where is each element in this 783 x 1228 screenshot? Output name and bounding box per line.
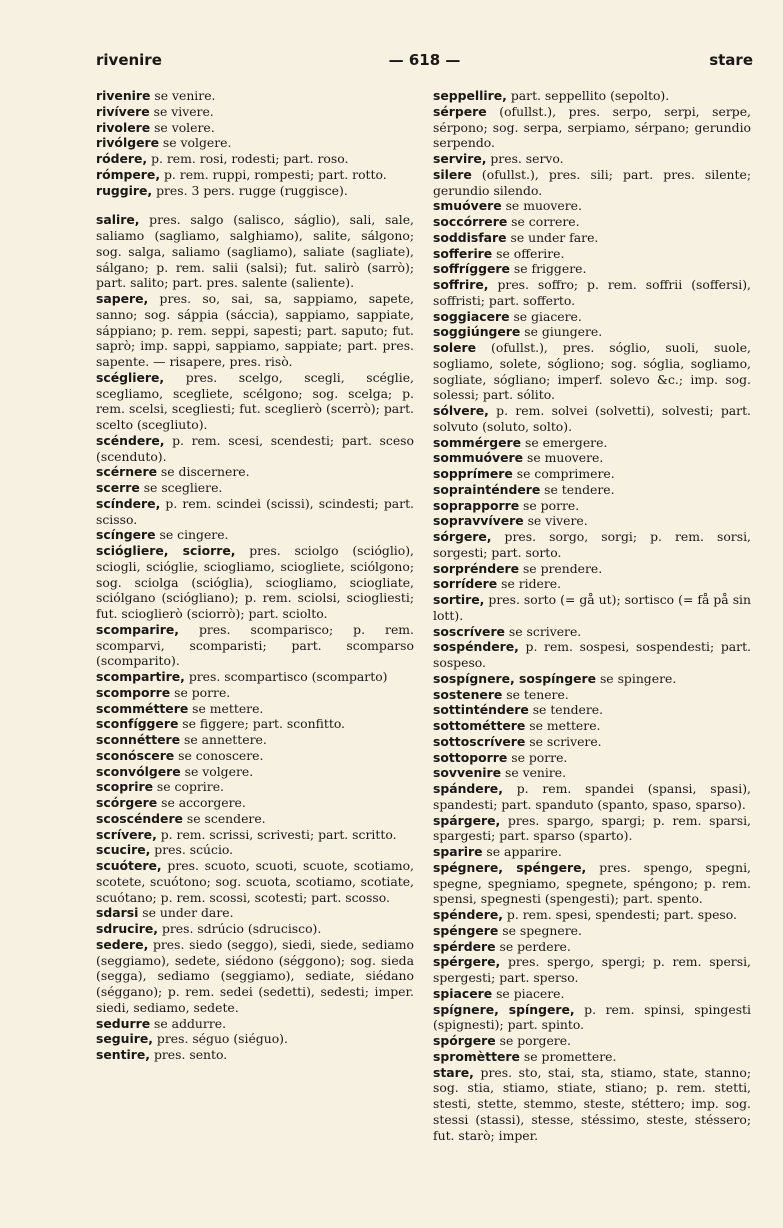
entry-definition: se scrivere. [525, 733, 602, 749]
entry-definition: p. rem. scesi, scendesti; part. sceso (scenduto). [96, 432, 414, 464]
dictionary-entry [96, 496, 414, 528]
entry-headword: salire, [96, 212, 140, 228]
entry-definition: pres. spengo, spegni, spegne, spegniamo, spegnete, spéngono; p. rem. spensi, spegnesti (spengesti); part. spento. [433, 859, 751, 907]
dictionary-entry [96, 937, 414, 1016]
dictionary-entry [433, 844, 751, 860]
entry-definition: se promettere. [519, 1048, 617, 1064]
dictionary-entry [433, 671, 751, 687]
dictionary-entry [96, 858, 414, 905]
dictionary-entry [433, 923, 751, 939]
entry-headword: sovvenire [433, 765, 502, 781]
entry-definition: (ofullst.), pres. sili; part. pres. silente; gerundio silendo. [433, 166, 751, 198]
entry-headword: sommuóvere [433, 450, 524, 466]
entry-definition: se muovere. [501, 198, 582, 214]
entry-definition: pres. spergo, spergi; p. rem. spersi, spergesti; part. sperso. [433, 954, 751, 985]
dictionary-entry [433, 450, 751, 466]
dictionary-entry [433, 482, 751, 498]
header-right-guideword: stare [709, 51, 753, 69]
entry-definition: se under dare. [138, 905, 234, 921]
entry-headword: stare, [433, 1064, 474, 1080]
entry-headword: scíndere, [96, 495, 161, 511]
entry-definition: se correre. [507, 214, 580, 229]
dictionary-entry [433, 104, 751, 151]
entry-definition: se figgere; part. sconfitto. [178, 716, 345, 732]
entry-headword: sentire, [96, 1047, 150, 1062]
entry-headword: spárgere, [433, 812, 501, 828]
dictionary-entry [433, 939, 751, 955]
entry-headword: scuótere, [96, 858, 162, 873]
dictionary-entry [96, 183, 414, 199]
entry-headword: rivolere [96, 119, 151, 135]
entry-definition: se volgere. [180, 763, 254, 779]
dictionary-entry [433, 403, 751, 435]
dictionary-entry [433, 198, 751, 214]
dictionary-entry [433, 230, 751, 246]
dictionary-entry [433, 954, 751, 986]
entry-headword: scomparire, [96, 621, 179, 637]
dictionary-entry [433, 639, 751, 671]
entry-headword: sopprímere [433, 466, 513, 481]
entry-definition: se under fare. [506, 229, 599, 245]
dictionary-entry [96, 811, 414, 827]
left-column [96, 88, 414, 1063]
entry-headword: spéngere [433, 922, 499, 938]
entry-definition: se porgere. [495, 1033, 571, 1048]
entry-headword: soprapporre [433, 497, 520, 513]
page-number: — 618 — [388, 51, 461, 69]
dictionary-entry [96, 167, 414, 183]
dictionary-entry [96, 212, 414, 291]
entry-headword: scérnere [96, 464, 157, 480]
entry-headword: solere [433, 340, 477, 355]
entry-headword: scerre [96, 480, 140, 495]
entry-headword: sottinténdere [433, 702, 529, 718]
entry-headword: spígnere, spíngere, [433, 1001, 575, 1017]
dictionary-entry [433, 718, 751, 734]
entry-definition: se porre. [519, 497, 580, 513]
right-column [433, 88, 751, 1143]
entry-headword: sparire [433, 844, 483, 859]
dictionary-entry [433, 214, 751, 230]
dictionary-entry [96, 1031, 414, 1047]
entry-headword: sortire, [433, 592, 485, 607]
entry-headword: rivenire [96, 88, 151, 103]
entry-definition: se perdere. [495, 938, 571, 954]
dictionary-entry [433, 167, 751, 199]
entry-definition: (ofullst.), pres. serpo, serpi, serpe, sérpono; sog. serpa, serpiamo, sérpano; gerundio serpendo. [433, 103, 751, 151]
entry-headword: spégnere, spéngere, [433, 859, 587, 875]
entry-definition: p. rem. sospesi, sospendesti; part. sospeso. [433, 639, 751, 670]
entry-definition: pres. 3 pers. rugge (ruggisce). [152, 182, 348, 198]
dictionary-entry [96, 370, 414, 433]
dictionary-entry [433, 88, 751, 104]
dictionary-entry [433, 529, 751, 561]
dictionary-entry [96, 464, 414, 480]
dictionary-entry [433, 702, 751, 718]
entry-headword: scrívere, [96, 826, 157, 842]
entry-headword: sciógliere, sciorre, [96, 543, 236, 558]
entry-definition: p. rem. spandei (spansi, spasi), spandesti; part. spanduto (spanto, spaso, sparso). [433, 781, 751, 812]
dictionary-entry [433, 466, 751, 482]
entry-headword: soscrívere [433, 623, 505, 639]
entry-definition: se coprire. [152, 779, 224, 795]
entry-definition: p. rem. scindei (scissi), scindesti; part. scisso. [96, 495, 414, 527]
entry-definition: pres. scúcio. [150, 842, 234, 858]
entry-definition: pres. scompartisco (scomparto) [184, 669, 388, 684]
entry-definition: p. rem. scrissi, scrivesti; part. scritto. [156, 826, 397, 842]
entry-headword: soggiúngere [433, 324, 521, 340]
entry-definition: pres. sciolgo (scióglio), sciogli, scióglie, sciogliamo, sciogliete, sciólgono; sog. sciolga (scióglia), sciogliamo, sciogliate, sciólgano (sciógliano); p. rem. sciolsi, sciogliesti; fut. scioglierò (sciorrò); part. sciolto. [96, 543, 414, 621]
entry-headword: soggiacere [433, 308, 510, 324]
entry-headword: sommérgere [433, 434, 522, 450]
dictionary-entry [433, 1049, 751, 1065]
entry-definition: se vivere. [523, 513, 588, 529]
dictionary-entry [433, 765, 751, 781]
entry-definition: se vivere. [149, 103, 214, 119]
entry-definition: p. rem. rosi, rodesti; part. roso. [147, 151, 349, 166]
entry-definition: se friggere. [509, 261, 587, 277]
dictionary-entry [433, 781, 751, 813]
dictionary-entry [433, 498, 751, 514]
entry-headword: spéndere, [433, 907, 503, 922]
entry-definition: se prendere. [519, 560, 603, 576]
dictionary-entry [433, 813, 751, 845]
entry-headword: scíngere [96, 527, 156, 543]
entry-headword: scoscéndere [96, 810, 183, 826]
entry-headword: ródere, [96, 151, 148, 166]
entry-definition: se scendere. [182, 810, 266, 826]
entry-definition: se comprimere. [512, 466, 615, 481]
entry-headword: soffríggere [433, 261, 510, 277]
entry-headword: scomméttere [96, 700, 189, 716]
entry-definition: pres. scelgo, scegli, scéglie, scegliamo, scegliete, scélgono; sog. scelga; p. rem. scelsi, scegliesti; fut. sceglierò (scerrò); part. scelto (scegliuto). [96, 369, 414, 432]
dictionary-entry [433, 860, 751, 907]
entry-definition: se piacere. [492, 985, 565, 1001]
entry-definition: se porre. [170, 684, 231, 700]
entry-definition: p. rem. solvei (solvetti), solvesti; part. solvuto (soluto, solto). [433, 403, 751, 434]
entry-definition: (ofullst.), pres. sóglio, suoli, suole, sogliamo, solete, sógliono; sog. sóglia, sogliamo, sogliate, sógliano; imperf. solevo &c.; imp. sog. solessi; part. sólito. [433, 340, 751, 403]
entry-definition: pres. scuoto, scuoti, scuote, scotiamo, scotete, scuótono; sog. scuota, scotiamo, scotiate, scuótano; p. rem. scossi, scotesti; part. scosso. [96, 858, 414, 905]
entry-definition: pres. salgo (salisco, ságlio), sali, sale, saliamo (sagliamo, salghiamo), salite, sálgono; sog. salga, saliamo (sagliamo), saliate (sagliate), sálgano; p. rem. salii (salsi); fut. salirò (sarrò); part. salito; part. pres. salente (saliente). [96, 212, 414, 291]
entry-definition: se emergere. [521, 434, 608, 450]
dictionary-entry [96, 543, 414, 622]
entry-definition: pres. soffro; p. rem. soffrii (soffersi), soffristi; part. sofferto. [433, 277, 751, 308]
entry-headword: sconvólgere [96, 763, 181, 779]
dictionary-entry [433, 246, 751, 262]
entry-definition: se addurre. [150, 1015, 227, 1031]
dictionary-entry [96, 716, 414, 732]
entry-headword: soffrire, [433, 277, 489, 292]
entry-definition: pres. scomparisco; p. rem. scomparvi, scomparisti; part. scomparso (scomparito). [96, 621, 414, 669]
entry-definition: se giungere. [520, 324, 603, 340]
entry-headword: sottométtere [433, 718, 526, 733]
entry-headword: sérpere [433, 103, 487, 119]
entry-headword: seguire, [96, 1031, 153, 1047]
entry-headword: sospígnere, sospíngere [433, 670, 596, 686]
entry-headword: rivívere [96, 103, 150, 119]
dictionary-entry [433, 592, 751, 624]
entry-definition: se mettere. [188, 700, 264, 716]
entry-definition: part. seppellito (sepolto). [506, 88, 670, 103]
dictionary-entry [96, 120, 414, 136]
dictionary-entry [433, 561, 751, 577]
entry-headword: sconfíggere [96, 716, 179, 732]
entry-headword: scucire, [96, 842, 151, 858]
entry-headword: scoprire [96, 779, 153, 795]
dictionary-entry [433, 261, 751, 277]
entry-headword: scégliere, [96, 369, 165, 385]
entry-headword: servire, [433, 151, 487, 166]
dictionary-entry [433, 324, 751, 340]
dictionary-entry [96, 480, 414, 496]
dictionary-entry [96, 1016, 414, 1032]
entry-headword: sdrucire, [96, 921, 158, 936]
dictionary-entry [96, 827, 414, 843]
dictionary-entry [96, 748, 414, 764]
dictionary-entry [433, 624, 751, 640]
entry-headword: seppellire, [433, 88, 507, 103]
dictionary-entry [96, 764, 414, 780]
entry-headword: rivólgere [96, 135, 159, 151]
dictionary-entry [433, 513, 751, 529]
dictionary-entry [96, 842, 414, 858]
dictionary-entry [433, 1002, 751, 1034]
entry-headword: spromèttere [433, 1048, 520, 1064]
entry-headword: soddisfare [433, 229, 507, 245]
entry-headword: smuóvere [433, 198, 502, 214]
entry-definition: pres. sto, stai, sta, stiamo, state, stanno; sog. stia, stiamo, stiate, stiano; p. rem. stetti, stesti, stette, stemmo, steste, stéttero; imp. sog. stessi (stassi), stesse, stéssimo, steste, stéssero; fut. starò; imper. [433, 1064, 751, 1143]
dictionary-entry [433, 750, 751, 766]
entry-definition: se mettere. [525, 718, 601, 733]
entry-headword: sorrídere [433, 576, 498, 592]
dictionary-entry [96, 905, 414, 921]
dictionary-entry [433, 734, 751, 750]
entry-headword: spiacere [433, 985, 493, 1001]
dictionary-entry [433, 151, 751, 167]
entry-headword: spándere, [433, 781, 503, 796]
dictionary-entry [433, 1065, 751, 1144]
dictionary-entry [433, 986, 751, 1002]
dictionary-entry [433, 435, 751, 451]
entry-headword: soccórrere [433, 214, 508, 229]
entry-definition: se giacere. [509, 308, 582, 324]
entry-definition: pres. sorgo, sorgi; p. rem. sorsi, sorgesti; part. sorto. [433, 529, 751, 560]
entry-definition: se porre. [507, 749, 568, 765]
dictionary-entry [96, 701, 414, 717]
entry-definition: se volere. [150, 119, 215, 135]
entry-headword: scórgere [96, 795, 158, 810]
entry-definition: pres. sdrúcio (sdrucisco). [158, 921, 322, 936]
entry-definition: pres. séguo (siéguo). [152, 1031, 288, 1047]
entry-definition: se offerire. [492, 245, 565, 261]
dictionary-entry [96, 622, 414, 669]
dictionary-entry [96, 921, 414, 937]
dictionary-entry [96, 669, 414, 685]
dictionary-entry [96, 433, 414, 465]
entry-definition: se volgere. [158, 135, 232, 151]
dictionary-entry [96, 1047, 414, 1063]
entry-definition: pres. spargo, spargi; p. rem. sparsi, spargesti; part. sparso (sparto). [433, 812, 751, 844]
entry-headword: sólvere, [433, 403, 489, 418]
dictionary-entry [96, 104, 414, 120]
entry-headword: sostenere [433, 686, 503, 702]
entry-headword: sospéndere, [433, 639, 519, 655]
entry-headword: sopravvívere [433, 513, 524, 529]
entry-headword: sapere, [96, 291, 149, 306]
dictionary-entry [96, 135, 414, 151]
entry-headword: rómpere, [96, 166, 161, 182]
entry-headword: sdarsi [96, 905, 139, 921]
entry-definition: se conoscere. [174, 747, 264, 763]
dictionary-entry [96, 151, 414, 167]
entry-definition: p. rem. spinsi, spingesti (spignesti); part. spinto. [433, 1001, 751, 1033]
dictionary-entry [96, 527, 414, 543]
dictionary-entry [433, 309, 751, 325]
entry-headword: sconnéttere [96, 732, 181, 747]
dictionary-entry [96, 291, 414, 370]
dictionary-entry [96, 685, 414, 701]
entry-headword: scompartire, [96, 669, 185, 684]
entry-definition: se discernere. [156, 464, 250, 480]
entry-headword: spórgere [433, 1033, 496, 1048]
entry-headword: ruggire, [96, 182, 153, 198]
entry-definition: se venire. [501, 765, 567, 781]
entry-headword: sedere, [96, 936, 149, 952]
dictionary-entry [96, 779, 414, 795]
entry-definition: pres. sento. [150, 1047, 228, 1062]
entry-definition: se tenere. [502, 686, 569, 702]
dictionary-entry [433, 1033, 751, 1049]
dictionary-entry [433, 687, 751, 703]
entry-definition: se ridere. [497, 576, 562, 592]
dictionary-entry [433, 907, 751, 923]
entry-headword: sofferire [433, 245, 493, 261]
entry-definition: pres. sorto (= gå ut); sortisco (= få på sin lott). [433, 592, 751, 623]
entry-definition: se spingere. [596, 670, 677, 686]
entry-definition: se venire. [150, 88, 216, 103]
dictionary-entry [96, 88, 414, 104]
entry-headword: spérgere, [433, 954, 501, 970]
entry-headword: scomporre [96, 684, 171, 700]
entry-definition: se apparire. [482, 844, 562, 859]
entry-headword: sconóscere [96, 747, 175, 763]
entry-definition: se tendere. [528, 702, 604, 718]
dictionary-entry [433, 277, 751, 309]
entry-headword: soprainténdere [433, 481, 541, 497]
entry-definition: pres. servo. [486, 151, 564, 166]
entry-definition: pres. siedo (seggo), siedi, siede, sediamo (seggiamo), sedete, siédono (séggono); sog. sieda (segga), sediamo (seggiamo), sediate, siédano (séggano); p. rem. sedei (sedetti), sedesti; imper. siedi, sediamo, sedete. [96, 936, 414, 1015]
entry-headword: sottoscrívere [433, 733, 526, 749]
header-left-guideword: rivenire [96, 51, 162, 69]
entry-definition: p. rem. spesi, spendesti; part. speso. [502, 907, 737, 922]
entry-definition: p. rem. ruppi, rompesti; part. rotto. [160, 166, 387, 182]
dictionary-entry [96, 795, 414, 811]
entry-definition: se annettere. [180, 732, 267, 747]
entry-headword: scéndere, [96, 432, 165, 448]
dictionary-entry [433, 340, 751, 403]
dictionary-entry [433, 576, 751, 592]
entry-headword: spérdere [433, 938, 496, 954]
entry-definition: se muovere. [523, 450, 604, 466]
entry-definition: se cingere. [155, 527, 229, 543]
entry-definition: pres. so, sai, sa, sappiamo, sapete, sanno; sog. sáppia (sáccia), sappiamo, sappiate, sáppiano; p. rem. seppi, sapesti; part. saputo; fut. saprò; imp. sappi, sappiamo, sappiate; part. pres. sapente. — risapere, pres. risò. [96, 291, 414, 369]
entry-headword: sorpréndere [433, 560, 519, 576]
dictionary-entry [96, 732, 414, 748]
entry-headword: silere [433, 166, 472, 182]
entry-headword: sórgere, [433, 529, 492, 544]
entry-definition: se tendere. [540, 481, 615, 497]
entry-definition: se scrivere. [504, 623, 582, 639]
entry-definition: se scegliere. [139, 480, 223, 495]
entry-headword: sedurre [96, 1015, 151, 1031]
entry-definition: se spegnere. [498, 922, 582, 938]
entry-headword: sottoporre [433, 749, 508, 765]
entry-definition: se accorgere. [157, 795, 246, 810]
